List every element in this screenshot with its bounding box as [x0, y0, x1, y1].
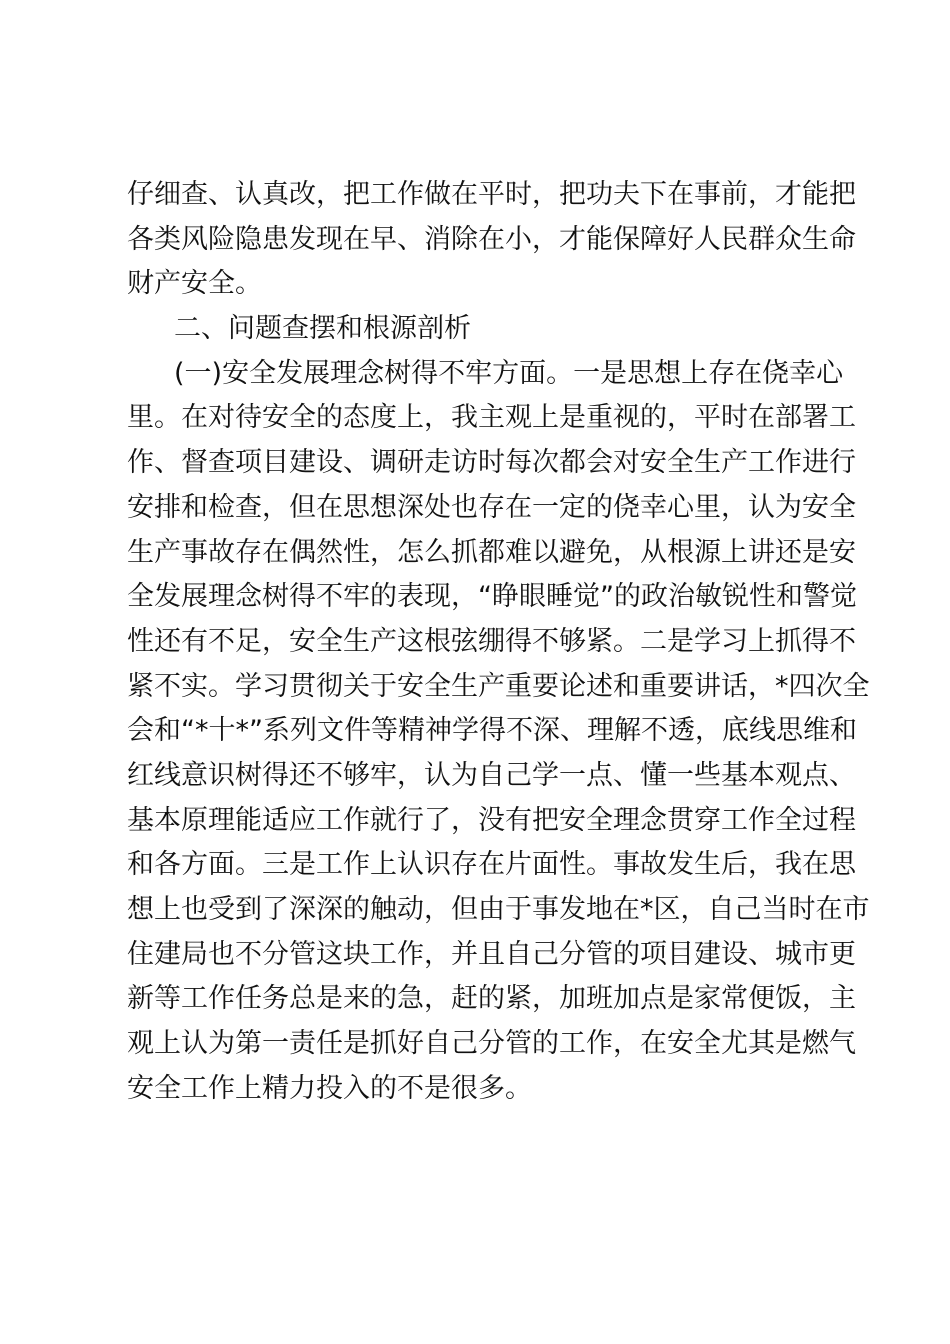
paragraph-line: 作、督查项目建设、调研走访时每次都会对安全生产工作进行: [127, 447, 856, 479]
paragraph-line: 和各方面。三是工作上认识存在片面性。事故发生后，我在思: [127, 849, 856, 881]
document-body: [127, 173, 870, 1111]
paragraph-line: 全发展理念树得不牢的表现，“睁眼睡觉”的政治敏锐性和警觉: [127, 581, 857, 613]
paragraph-line: 红线意识树得还不够牢，认为自己学一点、懂一些基本观点、: [127, 759, 856, 791]
paragraph-line: 安排和检查，但在思想深处也存在一定的侥幸心里，认为安全: [127, 491, 856, 523]
paragraph-line: 仔细查、认真改，把工作做在平时，把功夫下在事前，才能把: [127, 179, 856, 210]
paragraph-line: 新等工作任务总是来的急，赶的紧，加班加点是家常便饭，主: [127, 983, 856, 1015]
paragraph-line: 安全工作上精力投入的不是很多。: [127, 1072, 532, 1104]
paragraph-line: 想上也受到了深深的触动，但由于事发地在*区，自己当时在市: [127, 894, 870, 925]
paragraph-line: 里。在对待安全的态度上，我主观上是重视的，平时在部署工: [127, 402, 856, 434]
paragraph-line: 性还有不足，安全生产这根弦绷得不够紧。二是学习上抓得不: [127, 625, 856, 657]
paragraph-line: 生产事故存在偶然性，怎么抓都难以避免，从根源上讲还是安: [127, 536, 856, 568]
paragraph-line: 财产安全。: [127, 268, 262, 300]
paragraph-first-line: (一)安全发展理念树得不牢方面。一是思想上存在侥幸心: [174, 357, 844, 389]
paragraph-line: 各类风险隐患发现在早、消除在小，才能保障好人民群众生命: [127, 223, 856, 255]
paragraph-line: 会和“*十*”系列文件等精神学得不深、理解不透，底线思维和: [127, 715, 857, 747]
paragraph-line: 紧不实。学习贯彻关于安全生产重要论述和重要讲话，*四次全: [127, 670, 870, 702]
section-heading: 二、问题查摆和根源剖析: [174, 313, 471, 345]
paragraph-line: 基本原理能适应工作就行了，没有把安全理念贯穿工作全过程: [127, 804, 856, 836]
paragraph-line: 住建局也不分管这块工作，并且自己分管的项目建设、城市更: [127, 938, 856, 970]
paragraph-line: 观上认为第一责任是抓好自己分管的工作，在安全尤其是燃气: [127, 1028, 856, 1060]
